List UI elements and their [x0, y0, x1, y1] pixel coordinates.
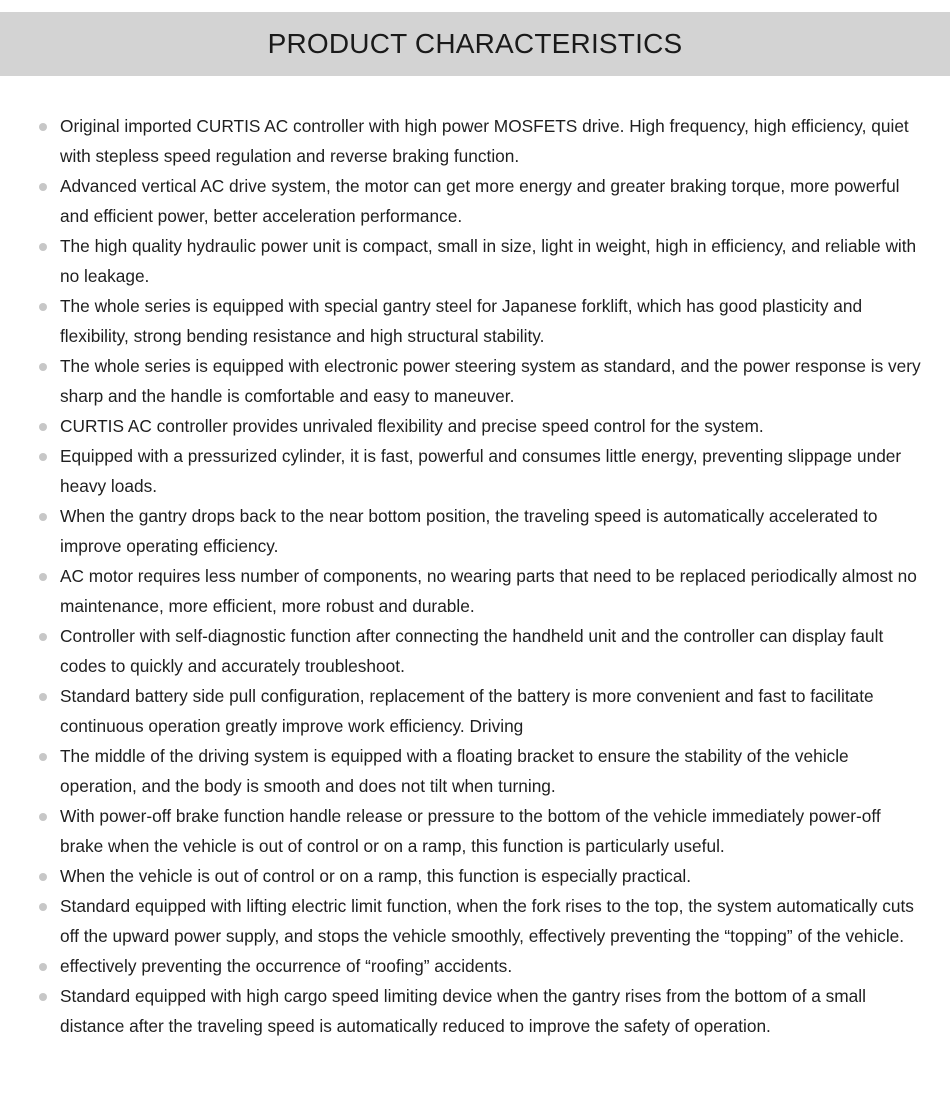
bullet-icon [39, 423, 47, 431]
list-item-text: Advanced vertical AC drive system, the motor can get more energy and greater braking torque, more powerful and efficient power, better acceleration performance. [60, 176, 900, 226]
list-item [0, 951, 950, 981]
bullet-icon [39, 243, 47, 251]
bullet-icon [39, 363, 47, 371]
list-item-text: The middle of the driving system is equipped with a floating bracket to ensure the stability of the vehicle operation, and the body is smooth and does not tilt when turning. [60, 746, 849, 796]
list-item-text: Equipped with a pressurized cylinder, it is fast, powerful and consumes little energy, preventing slippage under heavy loads. [60, 446, 902, 496]
list-item-text: With power-off brake function handle release or pressure to the bottom of the vehicle immediately power-off brake when the vehicle is out of control or on a ramp, this function is particularly useful. [60, 806, 881, 856]
list-item [0, 801, 950, 861]
list-item-text: When the gantry drops back to the near bottom position, the traveling speed is automatically accelerated to improve operating efficiency. [60, 506, 878, 556]
list-item [0, 411, 950, 441]
header-band [0, 12, 950, 76]
list-item [0, 561, 950, 621]
bullet-icon [39, 873, 47, 881]
list-item [0, 351, 950, 411]
bullet-icon [39, 573, 47, 581]
bullet-icon [39, 993, 47, 1001]
list-item-text: Original imported CURTIS AC controller with high power MOSFETS drive. High frequency, high efficiency, quiet with stepless speed regulation and reverse braking function. [60, 116, 909, 166]
bullet-icon [39, 813, 47, 821]
list-item-text: CURTIS AC controller provides unrivaled flexibility and precise speed control for the system. [60, 416, 764, 436]
bullet-icon [39, 453, 47, 461]
bullet-icon [39, 303, 47, 311]
list-item [0, 501, 950, 561]
list-item-text: The high quality hydraulic power unit is compact, small in size, light in weight, high in efficiency, and reliable with no leakage. [60, 236, 917, 286]
bullet-icon [39, 753, 47, 761]
list-item-text: The whole series is equipped with special gantry steel for Japanese forklift, which has good plasticity and flexibility, strong bending resistance and high structural stability. [60, 296, 863, 346]
list-item-text: Controller with self-diagnostic function after connecting the handheld unit and the controller can display fault codes to quickly and accurately troubleshoot. [60, 626, 884, 676]
bullet-icon [39, 633, 47, 641]
list-item-text: effectively preventing the occurrence of “roofing” accidents. [60, 956, 513, 976]
list-item [0, 981, 950, 1041]
list-item-text: Standard battery side pull configuration, replacement of the battery is more convenient and fast to facilitate continuous operation greatly improve work efficiency. Driving [60, 686, 874, 736]
bullet-icon [39, 903, 47, 911]
bullet-icon [39, 963, 47, 971]
list-item [0, 441, 950, 501]
bullet-icon [39, 513, 47, 521]
list-item-text: AC motor requires less number of components, no wearing parts that need to be replaced periodically almost no maintenance, more efficient, more robust and durable. [60, 566, 917, 616]
list-item-text: Standard equipped with high cargo speed limiting device when the gantry rises from the bottom of a small distance after the traveling speed is automatically reduced to improve the safety of operation. [60, 986, 866, 1036]
page-title: PRODUCT CHARACTERISTICS [267, 28, 683, 59]
list-item [0, 291, 950, 351]
list-item-text: The whole series is equipped with electronic power steering system as standard, and the power response is very sharp and the handle is comfortable and easy to maneuver. [60, 356, 921, 406]
list-item [0, 171, 950, 231]
list-item [0, 861, 950, 891]
bullet-icon [39, 183, 47, 191]
list-item [0, 231, 950, 291]
list-item [0, 111, 950, 171]
list-item-text: Standard equipped with lifting electric limit function, when the fork rises to the top, the system automatically cuts off the upward power supply, and stops the vehicle smoothly, effectively preventing the “topping” of the vehicle. [60, 896, 914, 946]
bullet-icon [39, 693, 47, 701]
list-item [0, 681, 950, 741]
list-item [0, 621, 950, 681]
list-item [0, 891, 950, 951]
bullet-icon [39, 123, 47, 131]
list-item-text: When the vehicle is out of control or on a ramp, this function is especially practical. [60, 866, 692, 886]
list-item [0, 741, 950, 801]
feature-list [0, 111, 950, 1041]
